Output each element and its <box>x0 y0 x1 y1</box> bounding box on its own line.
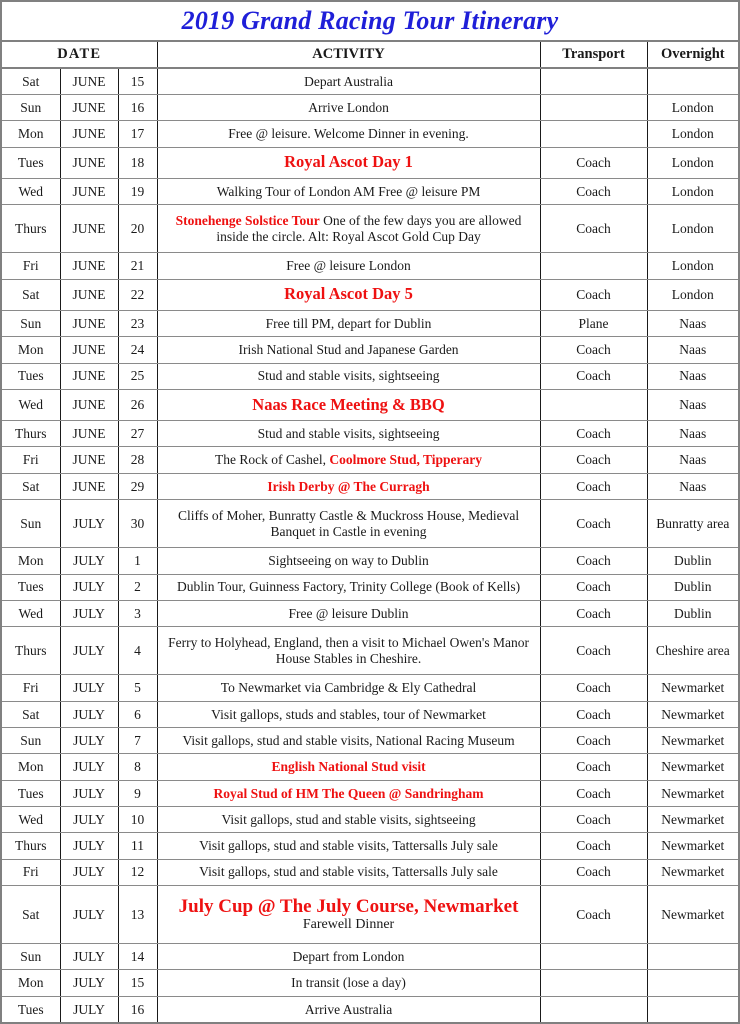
month: JUNE <box>60 337 118 363</box>
num: 15 <box>118 970 157 996</box>
day: Sun <box>2 728 60 754</box>
table-row <box>2 121 738 147</box>
table-row <box>2 499 738 547</box>
activity-highlight-text: Stonehenge Solstice Tour <box>175 213 320 229</box>
overnight: Naas <box>647 389 738 420</box>
transport: Coach <box>540 279 647 310</box>
transport <box>540 68 647 95</box>
overnight: Newmarket <box>647 780 738 806</box>
num: 15 <box>118 68 157 95</box>
table-body <box>2 68 738 1022</box>
table-row <box>2 574 738 600</box>
overnight: Bunratty area <box>647 499 738 547</box>
day: Sun <box>2 499 60 547</box>
month: JUNE <box>60 205 118 253</box>
activity-text: To Newmarket via Cambridge & Ely Cathedral <box>220 680 477 696</box>
activity-text: Ferry to Holyhead, England, then a visit to Michael Owen's Manor House Stables in Cheshire. <box>168 635 529 666</box>
overnight <box>647 996 738 1022</box>
month: JUNE <box>60 253 118 279</box>
activity-cell <box>157 310 540 336</box>
overnight: Newmarket <box>647 754 738 780</box>
day: Wed <box>2 806 60 832</box>
day: Thurs <box>2 833 60 859</box>
activity-cell <box>157 447 540 473</box>
num: 1 <box>118 548 157 574</box>
day: Sat <box>2 473 60 499</box>
activity-text: The Rock of Cashel, <box>215 452 330 468</box>
month: JULY <box>60 499 118 547</box>
activity-text: Visit gallops, studs and stables, tour of Newmarket <box>211 706 486 722</box>
activity-text: Visit gallops, stud and stable visits, sightseeing <box>221 811 476 827</box>
num: 27 <box>118 421 157 447</box>
day: Wed <box>2 600 60 626</box>
transport: Coach <box>540 701 647 727</box>
activity-cell <box>157 885 540 943</box>
overnight: Dublin <box>647 574 738 600</box>
num: 22 <box>118 279 157 310</box>
transport: Coach <box>540 421 647 447</box>
num: 23 <box>118 310 157 336</box>
activity-cell <box>157 574 540 600</box>
table-row <box>2 421 738 447</box>
activity-text: Farewell Dinner <box>302 917 395 933</box>
day: Sat <box>2 68 60 95</box>
transport: Coach <box>540 205 647 253</box>
table-row <box>2 754 738 780</box>
table-row <box>2 859 738 885</box>
num: 14 <box>118 943 157 969</box>
month: JULY <box>60 675 118 701</box>
activity-text: Stud and stable visits, sightseeing <box>257 368 440 384</box>
activity-cell <box>157 996 540 1022</box>
activity-text: Free @ leisure London <box>286 258 411 274</box>
activity-text: Cliffs of Moher, Bunratty Castle & Muckross House, Medieval Banquet in Castle in evening <box>177 508 520 539</box>
month: JULY <box>60 728 118 754</box>
overnight: Newmarket <box>647 701 738 727</box>
activity-highlight-text: Royal Ascot Day 1 <box>284 152 413 172</box>
table-row <box>2 147 738 178</box>
overnight: Newmarket <box>647 806 738 832</box>
activity-cell <box>157 337 540 363</box>
overnight: Naas <box>647 337 738 363</box>
month: JUNE <box>60 447 118 473</box>
num: 26 <box>118 389 157 420</box>
activity-cell <box>157 600 540 626</box>
overnight <box>647 68 738 95</box>
num: 6 <box>118 701 157 727</box>
transport <box>540 253 647 279</box>
transport: Coach <box>540 833 647 859</box>
activity-highlight-text: Royal Stud of HM The Queen @ Sandringham <box>213 785 484 801</box>
num: 16 <box>118 996 157 1022</box>
table-header <box>2 42 738 68</box>
table-row <box>2 205 738 253</box>
num: 19 <box>118 178 157 204</box>
month: JUNE <box>60 279 118 310</box>
overnight: London <box>647 178 738 204</box>
itinerary-table <box>2 42 738 1022</box>
day: Sun <box>2 95 60 121</box>
num: 8 <box>118 754 157 780</box>
num: 3 <box>118 600 157 626</box>
table-row <box>2 627 738 675</box>
activity-highlight-text: English National Stud visit <box>271 759 426 775</box>
month: JUNE <box>60 121 118 147</box>
activity-cell <box>157 178 540 204</box>
day: Fri <box>2 675 60 701</box>
transport: Coach <box>540 147 647 178</box>
activity-cell <box>157 859 540 885</box>
transport <box>540 996 647 1022</box>
activity-cell <box>157 627 540 675</box>
transport <box>540 121 647 147</box>
table-row <box>2 178 738 204</box>
overnight: Naas <box>647 310 738 336</box>
transport: Coach <box>540 754 647 780</box>
activity-text: Free @ leisure Dublin <box>288 605 409 621</box>
day: Tues <box>2 780 60 806</box>
activity-text: In transit (lose a day) <box>291 975 406 991</box>
transport: Coach <box>540 363 647 389</box>
table-row <box>2 363 738 389</box>
overnight: London <box>647 95 738 121</box>
num: 10 <box>118 806 157 832</box>
day: Thurs <box>2 627 60 675</box>
month: JULY <box>60 548 118 574</box>
num: 28 <box>118 447 157 473</box>
transport: Coach <box>540 728 647 754</box>
day: Mon <box>2 970 60 996</box>
activity-text: Stud and stable visits, sightseeing <box>257 425 440 441</box>
activity-text: Depart from London <box>292 948 405 964</box>
overnight: Dublin <box>647 548 738 574</box>
overnight: Newmarket <box>647 859 738 885</box>
num: 21 <box>118 253 157 279</box>
num: 4 <box>118 627 157 675</box>
column-header-activity: ACTIVITY <box>157 42 540 68</box>
day: Wed <box>2 389 60 420</box>
column-header-transport: Transport <box>540 42 647 68</box>
overnight: Newmarket <box>647 728 738 754</box>
day: Sat <box>2 701 60 727</box>
activity-text: Arrive Australia <box>304 1001 393 1017</box>
overnight: Naas <box>647 363 738 389</box>
activity-cell <box>157 147 540 178</box>
month: JUNE <box>60 421 118 447</box>
num: 5 <box>118 675 157 701</box>
month: JUNE <box>60 68 118 95</box>
month: JULY <box>60 780 118 806</box>
day: Mon <box>2 548 60 574</box>
activity-cell <box>157 754 540 780</box>
transport: Coach <box>540 780 647 806</box>
activity-cell <box>157 205 540 253</box>
month: JUNE <box>60 178 118 204</box>
transport: Coach <box>540 574 647 600</box>
table-row <box>2 310 738 336</box>
num: 20 <box>118 205 157 253</box>
table-row <box>2 389 738 420</box>
activity-text: Visit gallops, stud and stable visits, Tattersalls July sale <box>199 864 498 880</box>
overnight: Cheshire area <box>647 627 738 675</box>
month: JUNE <box>60 147 118 178</box>
month: JULY <box>60 833 118 859</box>
day: Mon <box>2 754 60 780</box>
table-row <box>2 473 738 499</box>
table-row <box>2 279 738 310</box>
activity-text: Free @ leisure. Welcome Dinner in evening. <box>228 126 469 142</box>
num: 9 <box>118 780 157 806</box>
day: Fri <box>2 859 60 885</box>
day: Mon <box>2 337 60 363</box>
month: JULY <box>60 859 118 885</box>
num: 13 <box>118 885 157 943</box>
table-row <box>2 833 738 859</box>
transport: Coach <box>540 473 647 499</box>
activity-highlight-text: Irish Derby @ The Curragh <box>267 478 430 494</box>
activity-cell <box>157 499 540 547</box>
day: Thurs <box>2 421 60 447</box>
month: JUNE <box>60 95 118 121</box>
day: Fri <box>2 447 60 473</box>
activity-text: Walking Tour of London AM Free @ leisure PM <box>216 183 481 199</box>
month: JUNE <box>60 310 118 336</box>
day: Mon <box>2 121 60 147</box>
table-row <box>2 253 738 279</box>
month: JULY <box>60 943 118 969</box>
activity-cell <box>157 389 540 420</box>
overnight: London <box>647 253 738 279</box>
month: JULY <box>60 806 118 832</box>
activity-cell <box>157 95 540 121</box>
activity-text: Dublin Tour, Guinness Factory, Trinity College (Book of Kells) <box>176 579 521 595</box>
num: 24 <box>118 337 157 363</box>
day: Sun <box>2 310 60 336</box>
table-row <box>2 701 738 727</box>
table-row <box>2 996 738 1022</box>
transport: Coach <box>540 548 647 574</box>
activity-cell <box>157 279 540 310</box>
month: JULY <box>60 701 118 727</box>
activity-text: Visit gallops, stud and stable visits, Tattersalls July sale <box>199 838 498 854</box>
table-row <box>2 337 738 363</box>
activity-cell <box>157 363 540 389</box>
month: JULY <box>60 627 118 675</box>
page-title: 2019 Grand Racing Tour Itinerary <box>181 6 559 35</box>
num: 30 <box>118 499 157 547</box>
transport: Coach <box>540 885 647 943</box>
month: JULY <box>60 996 118 1022</box>
activity-highlight-text: Coolmore Stud, Tipperary <box>329 452 483 468</box>
transport: Coach <box>540 627 647 675</box>
transport: Plane <box>540 310 647 336</box>
activity-cell <box>157 833 540 859</box>
activity-text: Arrive London <box>308 99 389 115</box>
overnight: London <box>647 205 738 253</box>
overnight: Dublin <box>647 600 738 626</box>
activity-text: Irish National Stud and Japanese Garden <box>238 342 459 358</box>
num: 7 <box>118 728 157 754</box>
transport: Coach <box>540 178 647 204</box>
month: JULY <box>60 970 118 996</box>
transport: Coach <box>540 337 647 363</box>
activity-text: Depart Australia <box>304 73 393 89</box>
num: 12 <box>118 859 157 885</box>
num: 17 <box>118 121 157 147</box>
activity-cell <box>157 728 540 754</box>
day: Tues <box>2 574 60 600</box>
num: 16 <box>118 95 157 121</box>
transport: Coach <box>540 806 647 832</box>
overnight: Naas <box>647 473 738 499</box>
activity-highlight-text: July Cup @ The July Course, Newmarket <box>178 895 519 917</box>
day: Thurs <box>2 205 60 253</box>
month: JUNE <box>60 389 118 420</box>
day: Tues <box>2 147 60 178</box>
transport: Coach <box>540 675 647 701</box>
day: Tues <box>2 996 60 1022</box>
table-row <box>2 885 738 943</box>
activity-text: Free till PM, depart for Dublin <box>265 315 432 331</box>
day: Sat <box>2 279 60 310</box>
transport: Coach <box>540 600 647 626</box>
activity-cell <box>157 121 540 147</box>
day: Wed <box>2 178 60 204</box>
overnight: London <box>647 121 738 147</box>
activity-cell <box>157 943 540 969</box>
activity-cell <box>157 421 540 447</box>
month: JULY <box>60 574 118 600</box>
num: 25 <box>118 363 157 389</box>
activity-highlight-text: Royal Ascot Day 5 <box>284 284 413 304</box>
overnight: London <box>647 279 738 310</box>
transport <box>540 389 647 420</box>
activity-highlight-text: Naas Race Meeting & BBQ <box>252 394 445 414</box>
table-row <box>2 68 738 95</box>
overnight: London <box>647 147 738 178</box>
table-row <box>2 447 738 473</box>
activity-cell <box>157 548 540 574</box>
transport: Coach <box>540 447 647 473</box>
table-row <box>2 600 738 626</box>
month: JULY <box>60 600 118 626</box>
table-row <box>2 728 738 754</box>
header-row <box>2 42 738 68</box>
day: Tues <box>2 363 60 389</box>
activity-cell <box>157 473 540 499</box>
table-row <box>2 548 738 574</box>
num: 2 <box>118 574 157 600</box>
activity-text: Visit gallops, stud and stable visits, National Racing Museum <box>182 732 515 748</box>
activity-cell <box>157 68 540 95</box>
day: Sun <box>2 943 60 969</box>
activity-cell <box>157 253 540 279</box>
activity-text: One of the few days you are allowed inside the circle. Alt: Royal Ascot Gold Cup Day <box>216 213 522 244</box>
table-row <box>2 806 738 832</box>
month: JUNE <box>60 473 118 499</box>
table-row <box>2 675 738 701</box>
day: Fri <box>2 253 60 279</box>
column-header-overnight: Overnight <box>647 42 738 68</box>
transport: Coach <box>540 859 647 885</box>
activity-cell <box>157 970 540 996</box>
num: 29 <box>118 473 157 499</box>
num: 11 <box>118 833 157 859</box>
activity-cell <box>157 701 540 727</box>
overnight: Newmarket <box>647 885 738 943</box>
activity-cell <box>157 780 540 806</box>
overnight <box>647 970 738 996</box>
table-row <box>2 95 738 121</box>
transport <box>540 943 647 969</box>
month: JULY <box>60 754 118 780</box>
table-row <box>2 970 738 996</box>
day: Sat <box>2 885 60 943</box>
transport <box>540 95 647 121</box>
transport <box>540 970 647 996</box>
activity-text: Sightseeing on way to Dublin <box>268 553 429 569</box>
transport: Coach <box>540 499 647 547</box>
overnight: Newmarket <box>647 833 738 859</box>
activity-cell <box>157 806 540 832</box>
month: JULY <box>60 885 118 943</box>
title-band <box>2 2 738 42</box>
column-header-date: DATE <box>2 42 157 68</box>
activity-cell <box>157 675 540 701</box>
table-row <box>2 943 738 969</box>
overnight <box>647 943 738 969</box>
table-row <box>2 780 738 806</box>
overnight: Naas <box>647 447 738 473</box>
month: JUNE <box>60 363 118 389</box>
overnight: Naas <box>647 421 738 447</box>
overnight: Newmarket <box>647 675 738 701</box>
num: 18 <box>118 147 157 178</box>
